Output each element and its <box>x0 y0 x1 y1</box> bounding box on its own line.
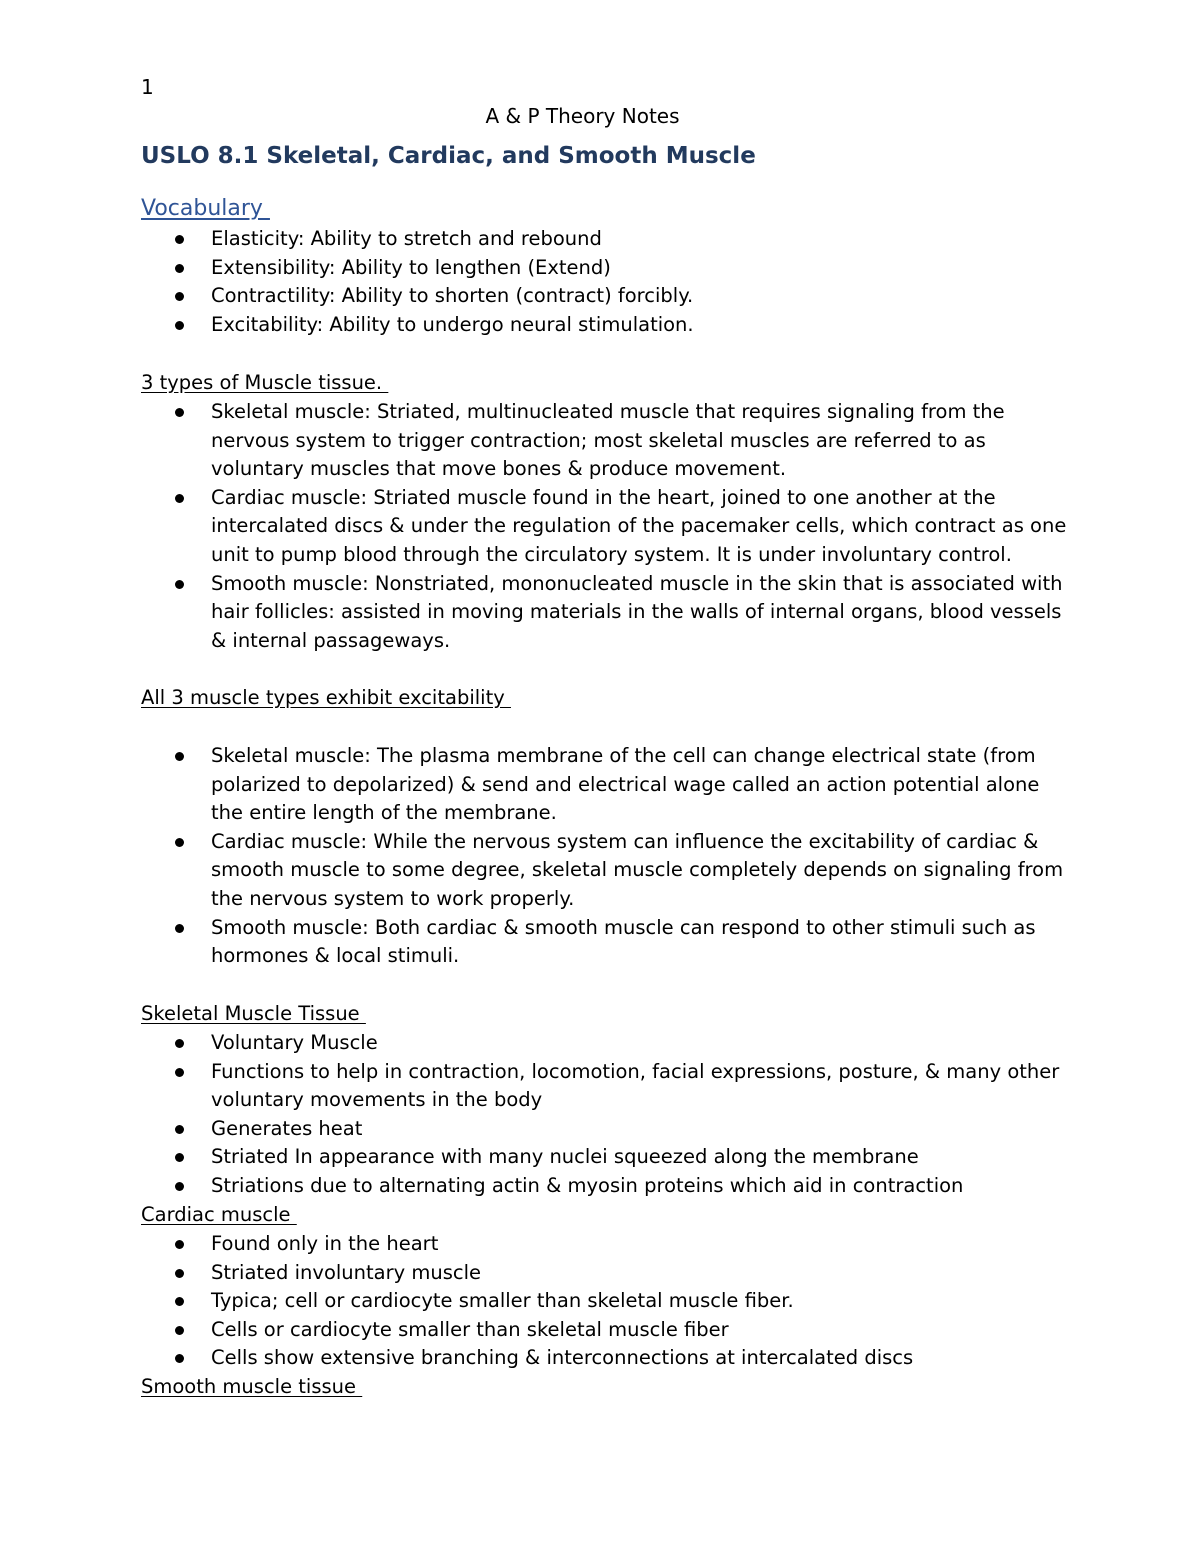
list-item <box>141 828 1071 914</box>
list-item <box>141 1316 1071 1345</box>
list-item-text: Generates heat <box>211 1116 363 1140</box>
list-item <box>141 282 1071 311</box>
list-item-text: Cardiac muscle: While the nervous system can influence the excitability of cardiac & smooth muscle to some degree, skeletal muscle completely depends on signaling from the nervous system to work properly. <box>211 829 1064 910</box>
list-item <box>141 484 1071 570</box>
excitability-list <box>141 742 1071 971</box>
list-item <box>141 914 1071 971</box>
bullet-icon <box>175 264 184 273</box>
list-item-text: Cells show extensive branching & interconnections at intercalated discs <box>211 1346 914 1370</box>
list-item-text: Extensibility: Ability to lengthen (Extend) <box>211 255 611 279</box>
bullet-icon <box>175 1269 184 1278</box>
list-item-text: Skeletal muscle: The plasma membrane of the cell can change electrical state (from polarized to depolarized) & send and electrical wage called an action potential alone the entire length of the membrane. <box>211 744 1040 825</box>
bullet-icon <box>175 1240 184 1249</box>
list-item-text: Cardiac muscle: Striated muscle found in the heart, joined to one another at the intercalated discs & under the regulation of the pacemaker cells, which contract as one unit to pump blood through the circulatory system. It is under involuntary control. <box>211 485 1067 566</box>
vocabulary-heading: Vocabulary <box>141 196 270 221</box>
bullet-icon <box>175 752 184 761</box>
bullet-icon <box>175 1153 184 1162</box>
vocabulary-list <box>141 225 1071 339</box>
list-item <box>141 254 1071 283</box>
bullet-icon <box>175 838 184 847</box>
list-item <box>141 1115 1071 1144</box>
list-item-text: Contractility: Ability to shorten (contract) forcibly. <box>211 284 694 308</box>
list-item-text: Striated In appearance with many nuclei squeezed along the membrane <box>211 1145 919 1169</box>
list-item <box>141 1259 1071 1288</box>
list-item-text: Typica; cell or cardiocyte smaller than skeletal muscle fiber. <box>211 1289 794 1313</box>
bullet-icon <box>175 235 184 244</box>
list-item <box>141 1143 1071 1172</box>
types-list <box>141 398 1071 655</box>
list-item-text: Striated involuntary muscle <box>211 1260 482 1284</box>
bullet-icon <box>175 1068 184 1077</box>
excitability-heading: All 3 muscle types exhibit excitability <box>141 686 511 709</box>
list-item-text: Smooth muscle: Both cardiac & smooth muscle can respond to other stimuli such as hormones & local stimuli. <box>211 915 1036 968</box>
list-item <box>141 1344 1071 1373</box>
list-item-text: Voluntary Muscle <box>211 1031 378 1054</box>
bullet-icon <box>175 1039 184 1048</box>
bullet-icon <box>175 494 184 503</box>
types-heading: 3 types of Muscle tissue. <box>141 371 389 394</box>
bullet-icon <box>175 924 184 933</box>
list-item <box>141 1029 1071 1058</box>
main-heading: USLO 8.1 Skeletal, Cardiac, and Smooth Muscle <box>141 143 756 169</box>
list-item-text: Skeletal muscle: Striated, multinucleated muscle that requires signaling from the nervous system to trigger contraction; most skeletal muscles are referred to as voluntary muscles that move bones & produce movement. <box>211 400 1005 481</box>
list-item <box>141 1172 1071 1201</box>
bullet-icon <box>175 1326 184 1335</box>
bullet-icon <box>175 408 184 417</box>
bullet-icon <box>175 321 184 330</box>
skeletal-heading: Skeletal Muscle Tissue <box>141 1002 366 1025</box>
list-item-text: Smooth muscle: Nonstriated, mononucleated muscle in the skin that is associated with hair follicles: assisted in moving materials in the walls of internal organs, blood vessels & internal passageways. <box>211 571 1063 652</box>
list-item <box>141 1287 1071 1316</box>
list-item-text: Striations due to alternating actin & myosin proteins which aid in contraction <box>211 1173 964 1197</box>
list-item <box>141 398 1071 484</box>
list-item <box>141 311 1071 340</box>
bullet-icon <box>175 1297 184 1306</box>
bullet-icon <box>175 1354 184 1363</box>
bullet-icon <box>175 1182 184 1191</box>
list-item <box>141 1230 1071 1259</box>
list-item-text: Elasticity: Ability to stretch and rebound <box>211 227 602 250</box>
list-item-text: Excitability: Ability to undergo neural stimulation. <box>211 312 694 336</box>
list-item <box>141 742 1071 828</box>
bullet-icon <box>175 292 184 301</box>
list-item-text: Functions to help in contraction, locomotion, facial expressions, posture, & many other voluntary movements in the body <box>211 1059 1060 1112</box>
skeletal-list <box>141 1029 1071 1201</box>
smooth-heading: Smooth muscle tissue <box>141 1375 363 1398</box>
bullet-icon <box>175 1125 184 1134</box>
bullet-icon <box>175 580 184 589</box>
cardiac-heading: Cardiac muscle <box>141 1203 297 1226</box>
list-item-text: Cells or cardiocyte smaller than skeletal muscle fiber <box>211 1317 729 1341</box>
cardiac-list <box>141 1230 1071 1373</box>
document-header-title: A & P Theory Notes <box>485 104 680 128</box>
list-item <box>141 1058 1071 1115</box>
list-item-text: Found only in the heart <box>211 1232 439 1255</box>
list-item <box>141 225 1071 254</box>
page-number: 1 <box>141 75 154 99</box>
list-item <box>141 570 1071 656</box>
